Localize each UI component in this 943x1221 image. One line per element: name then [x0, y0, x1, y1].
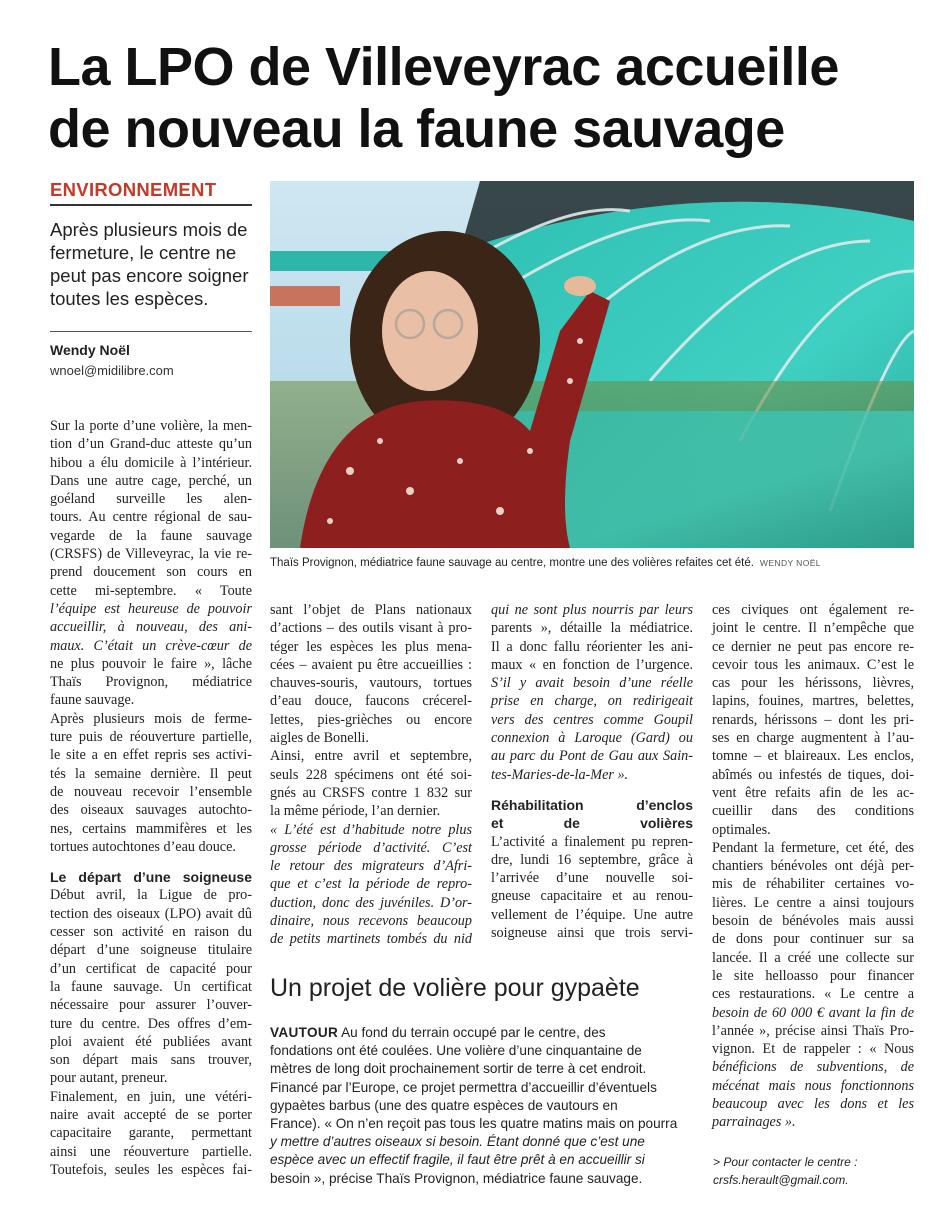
body-line: le site helloasso pour financer — [712, 967, 914, 984]
body-line: lancée. Il a créé une collecte sur — [712, 949, 914, 966]
body-line: téger les espèces les plus mena- — [270, 638, 472, 655]
body-line: mécénat mais nous fonctionnons — [712, 1077, 914, 1094]
body-line: prend doucement son cours en — [50, 564, 252, 581]
body-line: dinaire, nous recevons beaucoup — [270, 913, 472, 930]
body-line: ce dernier ne peut pas encore re- — [712, 638, 914, 655]
box-line: besoin », précise Thaïs Provignon, médiatrice faune sauvage. — [270, 1170, 643, 1186]
body-line: la même période, l’an dernier. — [270, 803, 441, 820]
body-line: grosse période d’activité. C’est — [270, 839, 472, 856]
rubric-divider — [50, 204, 252, 206]
body-line: ses en charge augmentent à l’au- — [712, 730, 914, 747]
body-line: d’actions – des outils visant à pro- — [270, 620, 472, 637]
body-line: de nouveau recevoir l’ensemble — [50, 783, 252, 800]
body-line: vers des centres comme Goupil — [491, 711, 693, 728]
body-line: ces restaurations. « Le centre a — [712, 986, 914, 1003]
standfirst-line: peut pas encore soigner — [50, 265, 249, 286]
body-line: chantiers bénévoles ont déjà per- — [712, 858, 914, 875]
body-line: Sur la porte d’une volière, la men- — [50, 418, 252, 434]
body-line: sant l’objet de Plans nationaux — [270, 602, 472, 618]
body-line: ces civiques ont également re- — [712, 602, 914, 618]
byline-divider — [50, 331, 252, 332]
body-line: chauves-souris, vautours, tortues — [270, 675, 472, 692]
standfirst-line: toutes les espèces. — [50, 288, 209, 309]
body-line: Dans une autre cage, perché, un — [50, 472, 252, 489]
body-line: nécessaire pour assurer l’ouver- — [50, 997, 252, 1014]
body-line: d’un certificat de capacité pour — [50, 960, 252, 977]
body-line: cesser son activité en raison du — [50, 924, 252, 941]
body-line: L’activité a finalement pu repren- — [491, 833, 693, 850]
body-line: beaucoup avec les dons et les — [712, 1096, 914, 1113]
box-line-text: Au fond du terrain occupé par le centre, des — [338, 1025, 606, 1040]
body-line: Après plusieurs mois de ferme- — [50, 710, 252, 727]
body-line: S’il y avait besoin d’une réelle — [491, 675, 693, 692]
body-line: ne plus pouvoir le faire », lâche — [50, 655, 252, 672]
box-line: fondations ont été coulées. Une volière d’une cinquantaine de — [270, 1043, 642, 1059]
body-line: la faune sauvage. Un certificat — [50, 978, 252, 995]
standfirst-line: fermeture, le centre ne — [50, 242, 237, 263]
body-line: pour autant, preneur. — [50, 1070, 168, 1087]
body-line: prise en charge, on redirigeait — [491, 693, 693, 710]
box-line: espèce avec un effectif fragile, il faut être prêt à en accueillir si — [270, 1152, 645, 1168]
body-line: Finalement, en juin, une vétéri- — [50, 1088, 252, 1105]
body-line: vignon. Et de rappeler : « Nous — [712, 1041, 914, 1058]
body-line: Pendant la fermeture, cet été, des — [712, 839, 914, 856]
body-line: l’année », précise ainsi Thaïs Pro- — [712, 1022, 914, 1039]
body-line: besoin de 60 000 € avant la fin de — [712, 1004, 914, 1021]
body-line: duction, donc des juvéniles. D’or- — [270, 894, 472, 911]
body-line: départ d’une soigneuse titulaire — [50, 942, 252, 959]
body-line: Thaïs Provignon, médiatrice — [50, 674, 252, 691]
body-line: optimales. — [712, 821, 771, 838]
body-line: cées – avaient pu être accueillies : — [270, 656, 472, 673]
body-line: maux. C’était un crève-cœur de — [50, 637, 252, 654]
body-line: tés la semaine dernière. Il peut — [50, 765, 252, 782]
body-line: vellement de l’équipe. Une autre — [491, 906, 693, 923]
photo-caption — [270, 557, 914, 569]
subheading: et de volières — [491, 815, 693, 832]
body-line: bénéficions de subventions, de — [712, 1059, 914, 1076]
box-line: y mettre d’autres oiseaux si besoin. Étant donné que c’est une — [270, 1134, 645, 1150]
body-line: que et c’est la période de repro- — [270, 876, 472, 893]
box-kicker: VAUTOUR — [270, 1025, 339, 1040]
box-title: Un projet de volière pour gypaète — [270, 974, 640, 1002]
contact-label: > Pour contacter le centre : — [713, 1155, 858, 1169]
body-line: gneuse capacitaire et au renou- — [491, 888, 693, 905]
body-line: parrainages ». — [712, 1114, 796, 1131]
box-line — [270, 1024, 695, 1042]
body-line: de petits martinets tombés du nid — [270, 931, 472, 948]
body-line: soigneuse ainsi que trois servi- — [491, 925, 693, 942]
body-line: tection des oiseaux (LPO) avait dû — [50, 905, 252, 922]
body-line: Ainsi, entre avril et septembre, — [270, 748, 472, 765]
photo-credit: WENDY NOËL — [759, 558, 821, 568]
body-line: d’eau douce, faucons crécerel- — [270, 693, 472, 710]
body-line: tes-Maries-de-la-Mer ». — [491, 766, 629, 783]
body-line: nes, certains mammifères et les — [50, 820, 252, 837]
body-line: accueillir, à nouveau, des ani- — [50, 619, 252, 636]
body-line: parents », détaille la médiatrice. — [491, 620, 693, 637]
standfirst-line: Après plusieurs mois de — [50, 219, 248, 240]
standfirst — [50, 218, 256, 310]
body-line: des oiseaux sauvages autochto- — [50, 802, 252, 819]
body-line: dre, lundi 16 septembre, grâce à — [491, 851, 693, 868]
subheading: Le départ d’une soigneuse — [50, 869, 252, 886]
headline-line-1: La LPO de Villeveyrac accueille — [48, 37, 839, 97]
rubric-label: ENVIRONNEMENT — [50, 179, 217, 200]
article-column-1 — [50, 417, 252, 1179]
body-line: ploi avaient été publiées avant — [50, 1033, 252, 1050]
body-line: cette mi-septembre. « Toute — [50, 582, 252, 599]
body-line: tortues autochtones d’eau douce. — [50, 838, 236, 855]
body-line: ture du centre. Des offres d’em- — [50, 1015, 252, 1032]
body-line: l’équipe est heureuse de pouvoir — [50, 600, 252, 617]
photo-illustration — [270, 181, 914, 548]
author-email[interactable]: wnoel@midilibre.com — [50, 363, 174, 378]
contact-email[interactable]: crsfs.herault@gmail.com. — [713, 1173, 849, 1187]
headline — [48, 36, 928, 160]
body-line: lières. Le centre a ainsi toujours — [712, 894, 914, 911]
body-line: connexion à Laroque (Gard) ou — [491, 730, 693, 747]
article-column-3 — [491, 601, 693, 942]
body-line: lettes, pies-grièches ou encore — [270, 711, 472, 728]
author-name: Wendy Noël — [50, 342, 130, 358]
body-line: naire avait accepté de se porter — [50, 1106, 252, 1123]
subheading: Réhabilitation d’enclos — [491, 796, 693, 813]
body-line: renards, hérissons – dont les pri- — [712, 711, 914, 728]
body-line: Début avril, la Ligue de pro- — [50, 887, 252, 904]
body-line: tion d’un Grand-duc atteste qu’un — [50, 436, 252, 453]
body-line: mis de réhabiliter certaines vo- — [712, 876, 914, 893]
body-line: Toutefois, seules les espèces fai- — [50, 1161, 252, 1178]
body-line: « L’été est d’habitude notre plus — [270, 821, 472, 838]
box-line: Financé par l’Europe, ce projet permettra d’accueillir d’éventuels — [270, 1079, 657, 1095]
box-body — [270, 1024, 695, 1188]
body-line: vegarde de la faune sauvage — [50, 527, 252, 544]
body-line: gnés au CRSFS contre 1 832 sur — [270, 784, 472, 801]
headline-line-2: de nouveau la faune sauvage — [48, 99, 785, 159]
body-line: de dons pour continuer sur sa — [712, 931, 914, 948]
body-line: le retour des migrateurs d’Afri- — [270, 858, 472, 875]
body-line: tours. Au centre régional de sau- — [50, 509, 252, 526]
article-photo — [270, 181, 914, 548]
body-line: cas pour les hérissons, lièvres, — [712, 675, 914, 692]
body-line: Il a donc fallu réorienter les ani- — [491, 638, 693, 655]
body-line: maux « en fonction de l’urgence. — [491, 656, 693, 673]
body-line: ture puis de réouverture partielle, — [50, 729, 252, 746]
box-line: gypaètes barbus (une des quatre espèces de vautours en — [270, 1097, 618, 1113]
body-line: seuls 228 spécimens ont été soi- — [270, 766, 472, 783]
box-line: France). « On n’en reçoit pas tous les quatre matins mais on pourra — [270, 1116, 678, 1132]
body-line: abîmés ou infestés de tiques, doi- — [712, 766, 914, 783]
body-line: l’arrivée d’une nouvelle soi- — [491, 870, 693, 887]
body-line: goéland surveille les alen- — [50, 491, 252, 508]
article-column-4 — [712, 601, 914, 1132]
contact-note — [713, 1153, 857, 1189]
body-line: joint le centre. Il n’empêche que — [712, 620, 914, 637]
caption-text: Thaïs Provignon, médiatrice faune sauvage au centre, montre une des volières refaites cet été. — [270, 557, 754, 569]
body-line: hibou a élu domicile à l’intérieur. — [50, 454, 252, 471]
body-line: cueillir dans des conditions — [712, 803, 914, 820]
body-line: au parc du Pont de Gau aux Sain- — [491, 748, 693, 765]
body-line: vent être refaits afin de les ac- — [712, 784, 914, 801]
body-line: cevoir tous les animaux. C’est le — [712, 656, 914, 673]
article-column-2 — [270, 601, 472, 949]
body-line: aigles de Bonelli. — [270, 730, 369, 747]
body-line: le site a en effet repris ses activi- — [50, 747, 252, 764]
body-line: capacitaire garante, permettant — [50, 1125, 252, 1142]
body-line: lapins, fouines, martres, belettes, — [712, 693, 914, 710]
body-line: qui ne sont plus nourris par leurs — [491, 602, 693, 618]
body-line: (CRSFS) de Villeveyrac, la vie re- — [50, 546, 252, 563]
body-line: besoin de bénévoles mais aussi — [712, 913, 914, 930]
body-line: son départ mais sans trouver, — [50, 1052, 252, 1069]
body-line: tomne – et blaireaux. Les enclos, — [712, 748, 914, 765]
body-line: ainsi une réouverture partielle. — [50, 1143, 252, 1160]
body-line: faune sauvage. — [50, 692, 135, 709]
box-line: mètres de long doit prochainement sortir de terre à cet endroit. — [270, 1061, 647, 1077]
